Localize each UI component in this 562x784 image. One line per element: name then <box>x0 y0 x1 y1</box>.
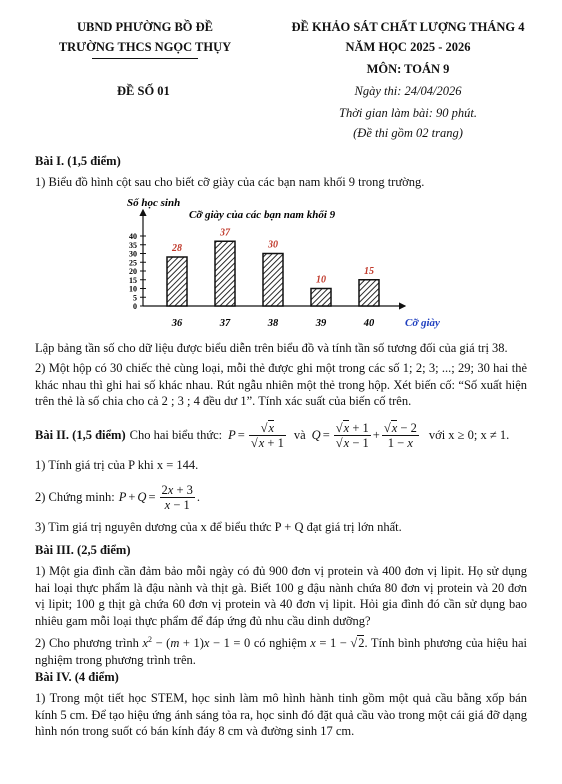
bai1-question-1: 1) Biểu đồ hình cột sau cho biết cỡ giày của các bạn nam khối 9 trong trường. <box>35 175 425 189</box>
section-title-bai2: Bài II. (1,5 điểm) <box>35 427 126 442</box>
bai2-q2-prefix: 2) Chứng minh: <box>35 489 115 504</box>
chart-data-label: 28 <box>172 243 182 254</box>
chart-bar <box>263 254 283 307</box>
chart-y-tick-label: 10 <box>129 284 137 294</box>
chart-x-tick-label: 37 <box>219 318 231 329</box>
expression-P-name: P <box>228 427 236 442</box>
chart-data-label: 10 <box>316 274 326 286</box>
fraction-Q2: $\frac{√x - 2}{1 - x}$ <box>383 420 417 450</box>
shoe-size-bar-chart <box>105 194 440 334</box>
chart-bars <box>167 227 379 329</box>
exam-date: Ngày thi: 24/04/2026 <box>354 84 462 98</box>
fraction-P: $\frac{√x}{√x + 1}$ <box>250 420 284 450</box>
department-name: UBND PHƯỜNG BỒ ĐỀ <box>77 20 213 34</box>
bai1-question-2: 2) Một hộp có 30 chiếc thẻ cùng loại, mỗi thẻ được ghi một trong các số 1; 2; 3; ...; 29; 30 hai thẻ khác nhau thì ghi hai số khác nhau. Rút ngẫu nhiên một thẻ trong hộp. Xét biến cố: “Số xuất hiện trên thẻ là số chia cho cả 2 ; 3 ; 4 đều dư 1”. Tính xác suất của biến cố trên. <box>35 361 527 408</box>
chart-y-tick-label: 0 <box>133 302 137 311</box>
chart-bar <box>311 289 331 307</box>
bai1-question-1-task: Lập bảng tần số cho dữ liệu được biểu diễn trên biểu đồ và tính tần số tương đối của giá trị 38. <box>35 341 508 355</box>
chart-y-tick-label: 15 <box>129 275 137 285</box>
equals-sign-p: = <box>237 427 245 442</box>
bai4-question-1: 1) Trong một tiết học STEM, học sinh làm mô hình hành tinh gồm một quả cầu bằng xốp bán kính 5 cm. Để tạo hiệu ứng ánh sáng tỏa ra, học sinh đó đặt quả cầu vào trong một cái giá đỡ dạng hình nón trong suốt có bán kính đáy 8 cm và đường sinh 17 cm. <box>35 691 527 738</box>
chart-data-label: 37 <box>220 227 230 239</box>
school-year: NĂM HỌC 2025 - 2026 <box>345 40 471 54</box>
chart-bar <box>215 241 235 306</box>
school-underline <box>92 58 198 59</box>
chart-ylabel: Số học sinh <box>127 197 181 209</box>
condition: với x ≥ 0; x ≠ 1. <box>428 427 510 442</box>
chart-bar <box>167 257 187 306</box>
bai2-question-1: 1) Tính giá trị của P khi x = 144. <box>35 458 199 472</box>
fraction-result: $\frac{2x + 3}{x - 1}$ <box>161 482 193 512</box>
plus-sign: + <box>372 427 380 442</box>
fraction-Q1: $\frac{√x + 1}{√x - 1}$ <box>335 420 369 450</box>
school-name: TRƯỜNG THCS NGỌC THỤY <box>58 40 232 54</box>
bai2-intro: Cho hai biểu thức: <box>129 427 223 442</box>
exam-title: ĐỀ KHẢO SÁT CHẤT LƯỢNG THÁNG 4 <box>291 20 525 34</box>
bai3-question-2: 2) Cho phương trình $x^2 - (m + 1)x - 1 = 0$ có nghiệm x = 1 − √2. Tính bình phương của hiệu hai nghiệm trong phương trình trên. <box>35 635 527 667</box>
equals-sign-q: = <box>322 427 330 442</box>
section-title-bai3: Bài III. (2,5 điểm) <box>35 543 131 557</box>
chart-x-tick-label: 39 <box>315 318 327 329</box>
bai2-question-3: 3) Tìm giá trị nguyên dương của x để biểu thức P + Q đạt giá trị lớn nhất. <box>35 520 402 534</box>
chart-data-label: 30 <box>268 239 278 251</box>
chart-y-tick-label: 40 <box>129 232 137 241</box>
exam-pages: (Đề thi gồm 02 trang) <box>353 126 463 140</box>
bai3-question-1: 1) Một gia đình cần đảm bảo mỗi ngày có đủ 900 đơn vị protein và 400 đơn vị lipit. Họ sử dụng hai loại thực phẩm là đậu nành và thịt gà. Biết 100 g đậu nành chứa 80 đơn vị protein và 20 đơn vị lipit; 100 g thịt gà chứa 60 đơn vị protein và 40 đơn vị lipit. Hỏi gia đình đó cần sử dụng bao nhiêu gam mỗi loại thực phẩm để đáp ứng đủ nhu cầu dinh dưỡng? <box>35 564 527 628</box>
bai2-intro-line <box>35 418 509 452</box>
chart-title: Cỡ giày của các bạn nam khối 9 <box>189 209 336 221</box>
chart-y-tick-label: 20 <box>129 267 137 276</box>
chart-y-tick-label: 30 <box>129 249 137 259</box>
exam-code: ĐỀ SỐ 01 <box>117 84 170 98</box>
section-title-bai1: Bài I. (1,5 điểm) <box>35 154 121 168</box>
chart-x-tick-label: 36 <box>171 318 183 329</box>
bai2-question-2: 2) Chứng minh: P + Q = $\frac{2x + 3}{x - 1}$ . <box>35 482 200 512</box>
chart-x-tick-label: 40 <box>363 318 375 329</box>
expression-Q-name: Q <box>311 427 321 442</box>
exam-duration: Thời gian làm bài: 90 phút. <box>339 106 477 120</box>
chart-data-label: 15 <box>364 265 374 277</box>
and-word: và <box>293 427 306 442</box>
section-title-bai4: Bài IV. (4 điểm) <box>35 670 119 684</box>
chart-y-tick-label: 5 <box>133 293 137 303</box>
subject: MÔN: TOÁN 9 <box>366 62 450 76</box>
chart-y-tick-label: 25 <box>129 258 137 268</box>
chart-xlabel: Cỡ giày <box>405 317 440 329</box>
chart-x-tick-label: 38 <box>267 318 279 329</box>
chart-bar <box>359 280 379 306</box>
chart-y-tick-label: 35 <box>129 240 137 250</box>
